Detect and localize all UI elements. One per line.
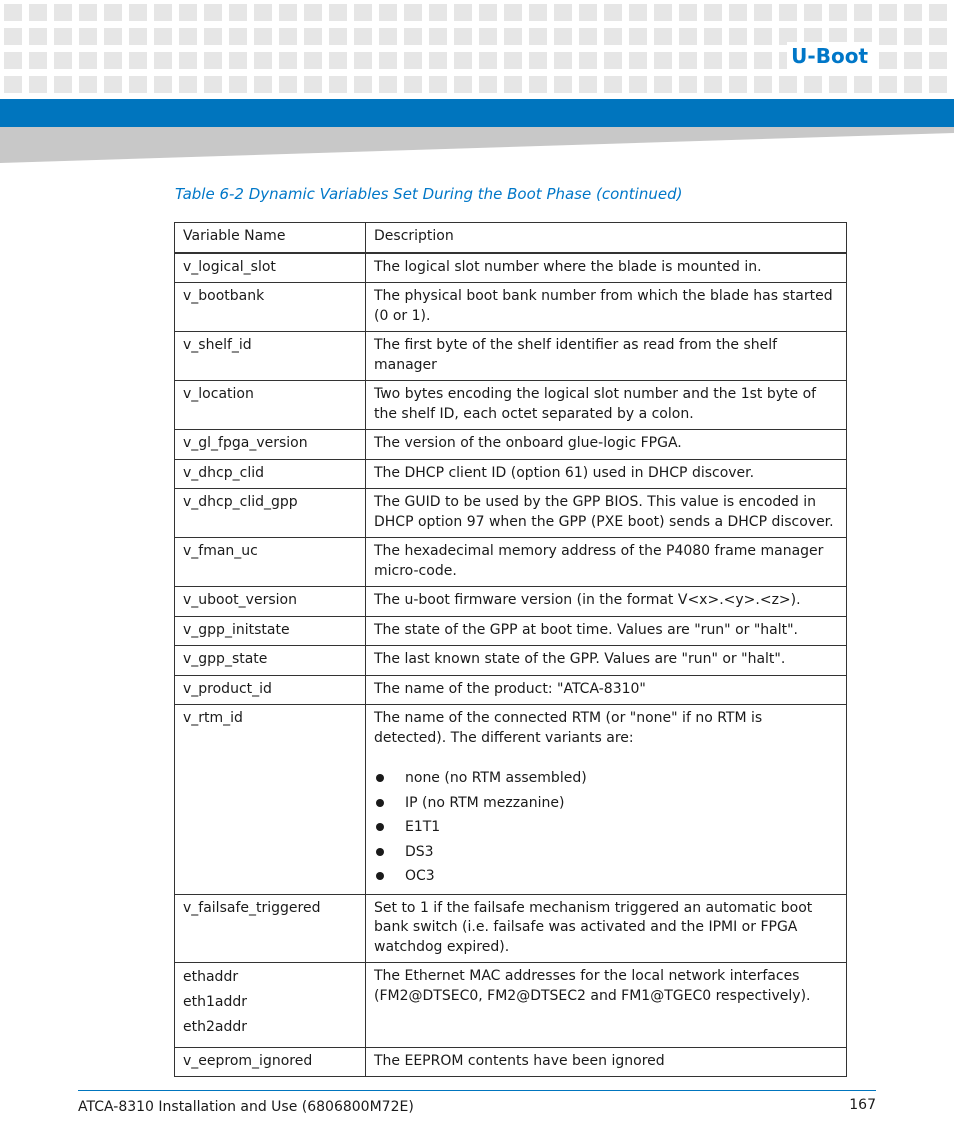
variable-name: v_rtm_id xyxy=(175,705,366,895)
list-item: E1T1 xyxy=(374,815,838,840)
list-item: DS3 xyxy=(374,840,838,865)
variable-description: The u-boot firmware version (in the format V<x>.<y>.<z>). xyxy=(366,587,847,617)
column-header-variable-name: Variable Name xyxy=(175,223,366,253)
table-row xyxy=(175,253,847,283)
variable-description: The DHCP client ID (option 61) used in DHCP discover. xyxy=(366,459,847,489)
variable-name: v_logical_slot xyxy=(175,253,366,283)
table-row xyxy=(175,705,847,895)
table-row xyxy=(175,459,847,489)
table-row xyxy=(175,1047,847,1077)
variable-name: eth1addr xyxy=(183,994,247,1011)
variable-description: Two bytes encoding the logical slot number and the 1st byte of the shelf ID, each octet separated by a colon. xyxy=(366,381,847,430)
page-number: 167 xyxy=(849,1097,876,1113)
variable-description: The logical slot number where the blade is mounted in. xyxy=(366,253,847,283)
variable-name-cell xyxy=(175,963,366,1047)
table-row xyxy=(175,963,847,1047)
footer-document-title: ATCA-8310 Installation and Use (6806800M72E) xyxy=(78,1099,414,1115)
variable-name: v_fman_uc xyxy=(175,538,366,587)
footer-divider xyxy=(78,1090,876,1091)
variable-name: v_bootbank xyxy=(175,283,366,332)
header-wedge xyxy=(0,127,954,163)
table-row xyxy=(175,675,847,705)
variable-description: Set to 1 if the failsafe mechanism triggered an automatic boot bank switch (i.e. failsafe was activated and the IPMI or FPGA watchdog expired). xyxy=(366,894,847,963)
list-item: OC3 xyxy=(374,864,838,889)
variable-description-cell xyxy=(366,705,847,895)
header-band xyxy=(0,99,954,127)
column-header-description: Description xyxy=(366,223,847,253)
variable-description: The last known state of the GPP. Values are "run" or "halt". xyxy=(366,646,847,676)
variable-name: v_failsafe_triggered xyxy=(175,894,366,963)
variable-name: v_gpp_initstate xyxy=(175,616,366,646)
list-item: IP (no RTM mezzanine) xyxy=(374,791,838,816)
variable-description: The physical boot bank number from which the blade has started (0 or 1). xyxy=(366,283,847,332)
table-row xyxy=(175,283,847,332)
table-caption: Table 6-2 Dynamic Variables Set During the Boot Phase (continued) xyxy=(175,185,683,203)
table-row xyxy=(175,538,847,587)
variable-description: The name of the product: "ATCA-8310" xyxy=(366,675,847,705)
list-item: none (no RTM assembled) xyxy=(374,766,838,791)
variable-description: The hexadecimal memory address of the P4080 frame manager micro-code. xyxy=(366,538,847,587)
variable-description: The name of the connected RTM (or "none" if no RTM is detected). The different variants are: xyxy=(374,710,763,746)
variable-name: v_dhcp_clid xyxy=(175,459,366,489)
table-row xyxy=(175,381,847,430)
variable-description: The first byte of the shelf identifier as read from the shelf manager xyxy=(366,332,847,381)
table-row xyxy=(175,894,847,963)
variable-name: v_location xyxy=(175,381,366,430)
variable-name: eth2addr xyxy=(183,1019,247,1036)
variable-name: v_eeprom_ignored xyxy=(175,1047,366,1077)
variable-description: The GUID to be used by the GPP BIOS. This value is encoded in DHCP option 97 when the GPP (PXE boot) sends a DHCP discover. xyxy=(366,489,847,538)
variable-name: v_uboot_version xyxy=(175,587,366,617)
table-row xyxy=(175,489,847,538)
variable-name: v_shelf_id xyxy=(175,332,366,381)
variable-name: v_product_id xyxy=(175,675,366,705)
table-row xyxy=(175,616,847,646)
variable-name: v_dhcp_clid_gpp xyxy=(175,489,366,538)
variable-description: The EEPROM contents have been ignored xyxy=(366,1047,847,1077)
variable-name: v_gpp_state xyxy=(175,646,366,676)
table-row xyxy=(175,587,847,617)
table-row xyxy=(175,430,847,460)
table-row xyxy=(175,646,847,676)
variable-description: The state of the GPP at boot time. Values are "run" or "halt". xyxy=(366,616,847,646)
section-title: U-Boot xyxy=(787,42,872,70)
table-header-row xyxy=(175,223,847,253)
variables-table xyxy=(174,222,847,1077)
variable-name: v_gl_fpga_version xyxy=(175,430,366,460)
variable-description: The version of the onboard glue-logic FPGA. xyxy=(366,430,847,460)
variable-description: The Ethernet MAC addresses for the local network interfaces (FM2@DTSEC0, FM2@DTSEC2 and FM1@TGEC0 respectively). xyxy=(366,963,847,1047)
table-row xyxy=(175,332,847,381)
variable-name: ethaddr xyxy=(183,969,239,986)
rtm-variants-list xyxy=(374,766,838,889)
